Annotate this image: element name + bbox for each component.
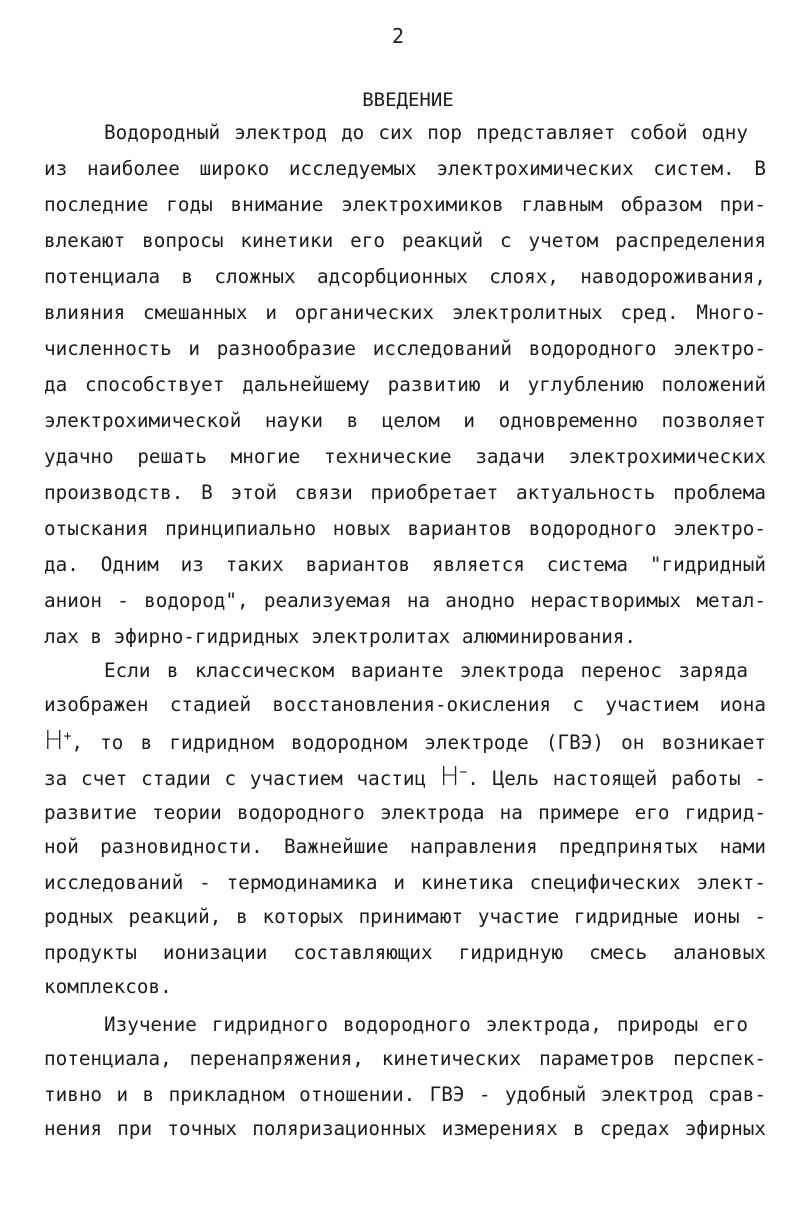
text-line: ной разновидности. Важнейшие направления предпринятых нами (44, 835, 766, 858)
text-line: Водородный электрод до сих пор представляет собой одну (104, 121, 748, 144)
text-line: изображен стадией восстановления-окисления с участием иона (44, 693, 766, 716)
text-line: из наиболее широко исследуемых электрохимических систем. В (44, 157, 766, 180)
text-line: анион - водород", реализуемая на анодно нерастворимых метал- (44, 589, 766, 612)
text-line: нения при точных поляризационных измерениях в средах эфирных (44, 1117, 766, 1140)
hydride-anion-symbol: H− (439, 762, 468, 792)
text-line: влияния смешанных и органических электролитных сред. Много- (44, 301, 766, 324)
text-line: Изучение гидридного водородного электрода, природы его (104, 1013, 748, 1036)
hydrogen-cation-symbol: H+ (44, 726, 72, 756)
text-line: влекают вопросы кинетики его реакций с учетом распределения (44, 229, 766, 252)
text-line: Если в классическом варианте электрода перенос заряда (104, 659, 748, 682)
text-line: численность и разнообразие исследований водородного электро- (44, 337, 766, 360)
text-line-ion-h-minus: за счет стадии с участием частиц H−. Цель настоящей работы - (44, 762, 766, 792)
text-line: родных реакций, в которых принимают участие гидридные ионы - (44, 905, 766, 928)
page-number: 2 (391, 24, 405, 48)
text-line: электрохимической науки в целом и одновременно позволяет (44, 409, 766, 432)
text-line: удачно решать многие технические задачи электрохимических (44, 445, 766, 468)
text-line: последние годы внимание электрохимиков главным образом при- (44, 193, 766, 216)
text-line: производств. В этой связи приобретает актуальность проблема (44, 481, 766, 504)
text-line: лах в эфирно-гидридных электролитах алюминирования. (44, 625, 637, 648)
text-line: комплексов. (44, 975, 172, 998)
text-line: отыскания принципиально новых вариантов водородного электро- (44, 517, 766, 540)
text-line: да. Одним из таких вариантов является система "гидридный (44, 553, 766, 576)
text-line: развитие теории водородного электрода на примере его гидрид- (44, 801, 766, 824)
text-line: да способствует дальнейшему развитию и углублению положений (44, 373, 766, 396)
text-line: потенциала в сложных адсорбционных слоях, наводороживания, (44, 265, 766, 288)
text-line: потенциала, перенапряжения, кинетических параметров перспек- (44, 1047, 766, 1070)
text-line: тивно и в прикладном отношении. ГВЭ - удобный электрод срав- (44, 1083, 766, 1106)
section-heading: ВВЕДЕНИЕ (362, 89, 454, 111)
text-line-ion-h-plus: H+, то в гидридном водородном электроде (ГВЭ) он возникает (44, 726, 766, 756)
text-line: продукты ионизации составляющих гидридную смесь алановых (44, 941, 766, 964)
text-line: исследований - термодинамика и кинетика специфических элект- (44, 871, 766, 894)
